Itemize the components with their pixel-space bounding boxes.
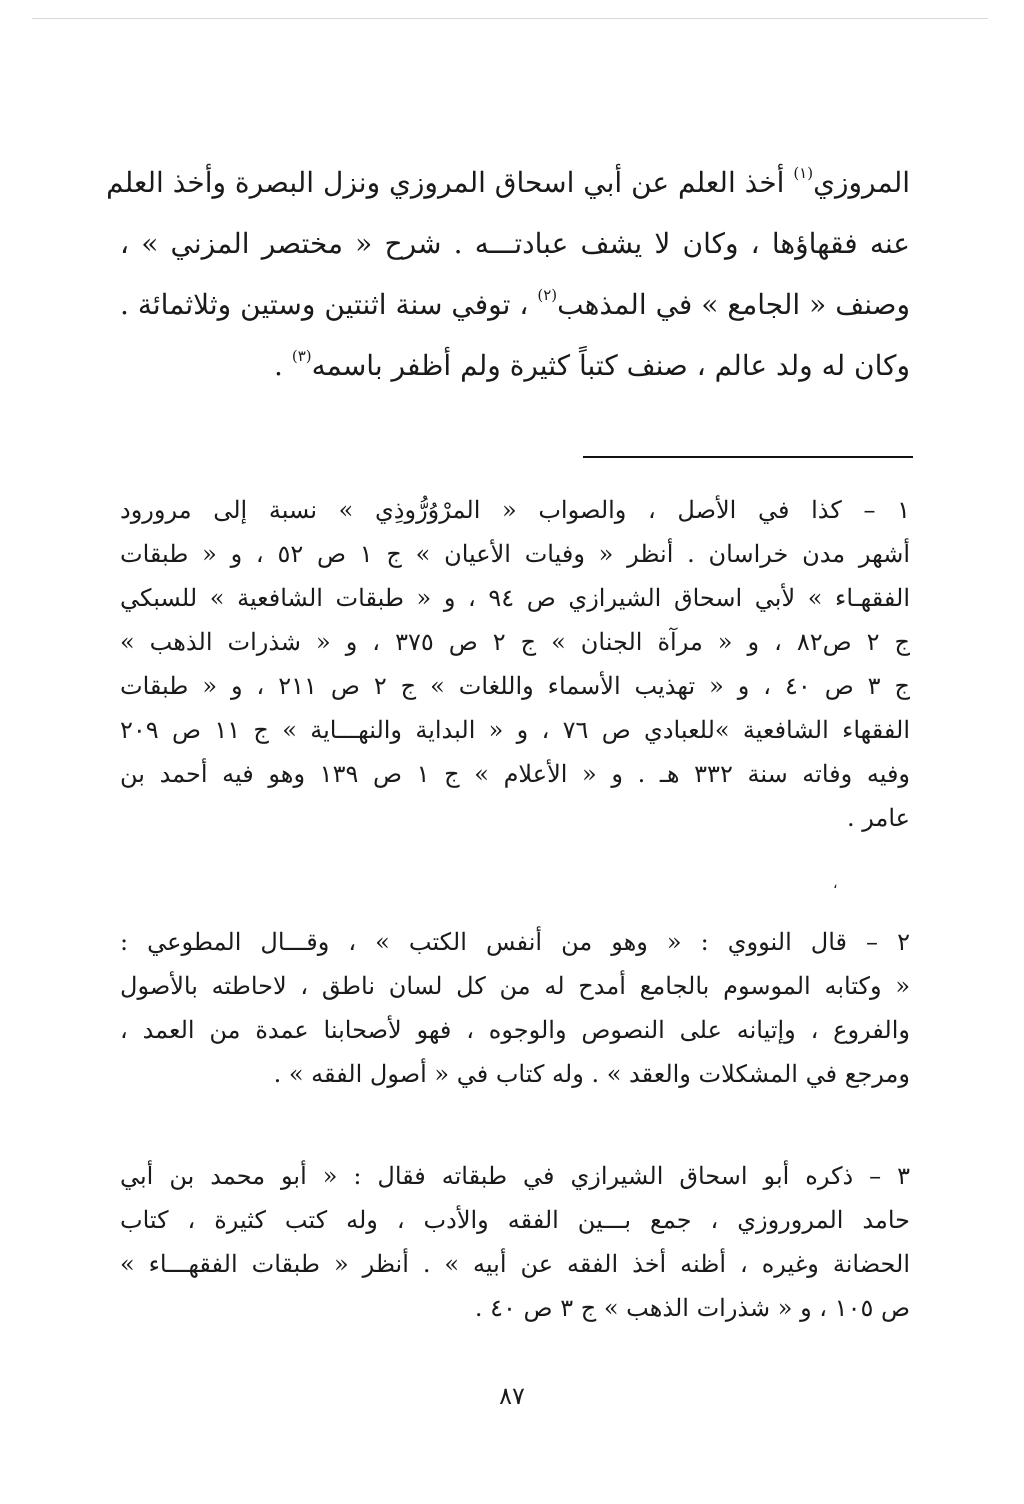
main-text: [106, 152, 910, 396]
footnote-1-line: الفقهـاء » لأبي اسحاق الشيرازي ص ٩٤ ، و « طبقات الشافعية » للسبكي: [120, 584, 910, 612]
footnote-3-line: ص ١٠٥ ، و « شذرات الذهب » ج ٣ ص ٤٠ .: [474, 1294, 910, 1322]
footnote-separator: [583, 456, 913, 458]
stray-mark: ،: [833, 876, 838, 892]
footnote-3-line: الحضانة وغيره ، أظنه أخذ الفقه عن أبيه » . أنظر « طبقات الفقهـــاء »: [120, 1250, 910, 1278]
footnote-2-line: ومرجع في المشكلات والعقد » . وله كتاب في « أصول الفقه » .: [273, 1060, 910, 1088]
footnote-ref-2: (٢): [537, 286, 558, 304]
main-line-2: عنه فقهاؤها ، وكان لا يشف عبادتـــه . شرح « مختصر المزني » ،: [120, 227, 910, 260]
footnote-1: [120, 488, 910, 840]
main-line-1: المروزي$^{(١)}$ أخذ العلم عن أبي اسحاق المروزي ونزل البصرة وأخذ العلم: [106, 164, 910, 199]
footnote-2-line: ٢ – قال النووي : « وهو من أنفس الكتب » ، وقـــال المطوعي :: [120, 928, 910, 956]
footnote-3-line: ٣ – ذكره أبو اسحاق الشيرازي في طبقاته فقال : « أبو محمد بن أبي: [120, 1162, 911, 1190]
footnote-1-line: ج ٢ ص٨٢ ، و « مرآة الجنان » ج ٢ ص ٣٧٥ ، و « شذرات الذهب »: [120, 628, 910, 656]
footnote-ref-1: (١): [793, 164, 814, 182]
page-number: ٨٧: [499, 1382, 525, 1410]
footnote-1-line: أشهر مدن خراسان . أنظر « وفيات الأعيان » ج ١ ص ٥٢ ، و « طبقات: [120, 540, 910, 568]
footnote-1-line: ١ – كذا في الأصل ، والصواب « المرْوُرُّوذِي » نسبة إلى مرورود: [120, 496, 910, 524]
footnote-1-line: الفقهاء الشافعية »للعبادي ص ٧٦ ، و « البداية والنهـــاية » ج ١١ ص ٢٠٩: [120, 716, 910, 744]
footnote-1-line: عامر .: [847, 804, 910, 832]
footnote-2-line: والفروع ، وإتيانه على النصوص والوجوه ، فهو لأصحابنا عمدة من العمد ،: [120, 1016, 910, 1044]
top-rule: [32, 18, 988, 19]
footnote-1-line: ج ٣ ص ٤٠ ، و « تهذيب الأسماء واللغات » ج ٢ ص ٢١١ ، و « طبقات: [120, 672, 911, 700]
footnote-2: [120, 920, 910, 1096]
footnote-3: [120, 1154, 910, 1330]
main-line-4: وكان له ولد عالم ، صنف كتباً كثيرة ولم أظفر باسمه$^{(٣)}$ .: [274, 347, 910, 382]
footnote-1-line: وفيه وفاته سنة ٣٣٢ هـ . و « الأعلام » ج ١ ص ١٣٩ وهو فيه أحمد بن: [120, 760, 911, 788]
footnote-ref-3: (٣): [291, 347, 312, 365]
footnote-3-line: حامد المروروزي ، جمع بـــين الفقه والأدب ، وله كتب كثيرة ، كتاب: [120, 1206, 910, 1234]
main-line-3: وصنف « الجامع » في المذهب$^{(٢)}$ ، توفي سنة اثنتين وستين وثلاثمائة .: [120, 286, 910, 321]
footnote-2-line: « وكتابه الموسوم بالجامع أمدح له من كل لسان ناطق ، لاحاطته بالأصول: [120, 972, 910, 1000]
